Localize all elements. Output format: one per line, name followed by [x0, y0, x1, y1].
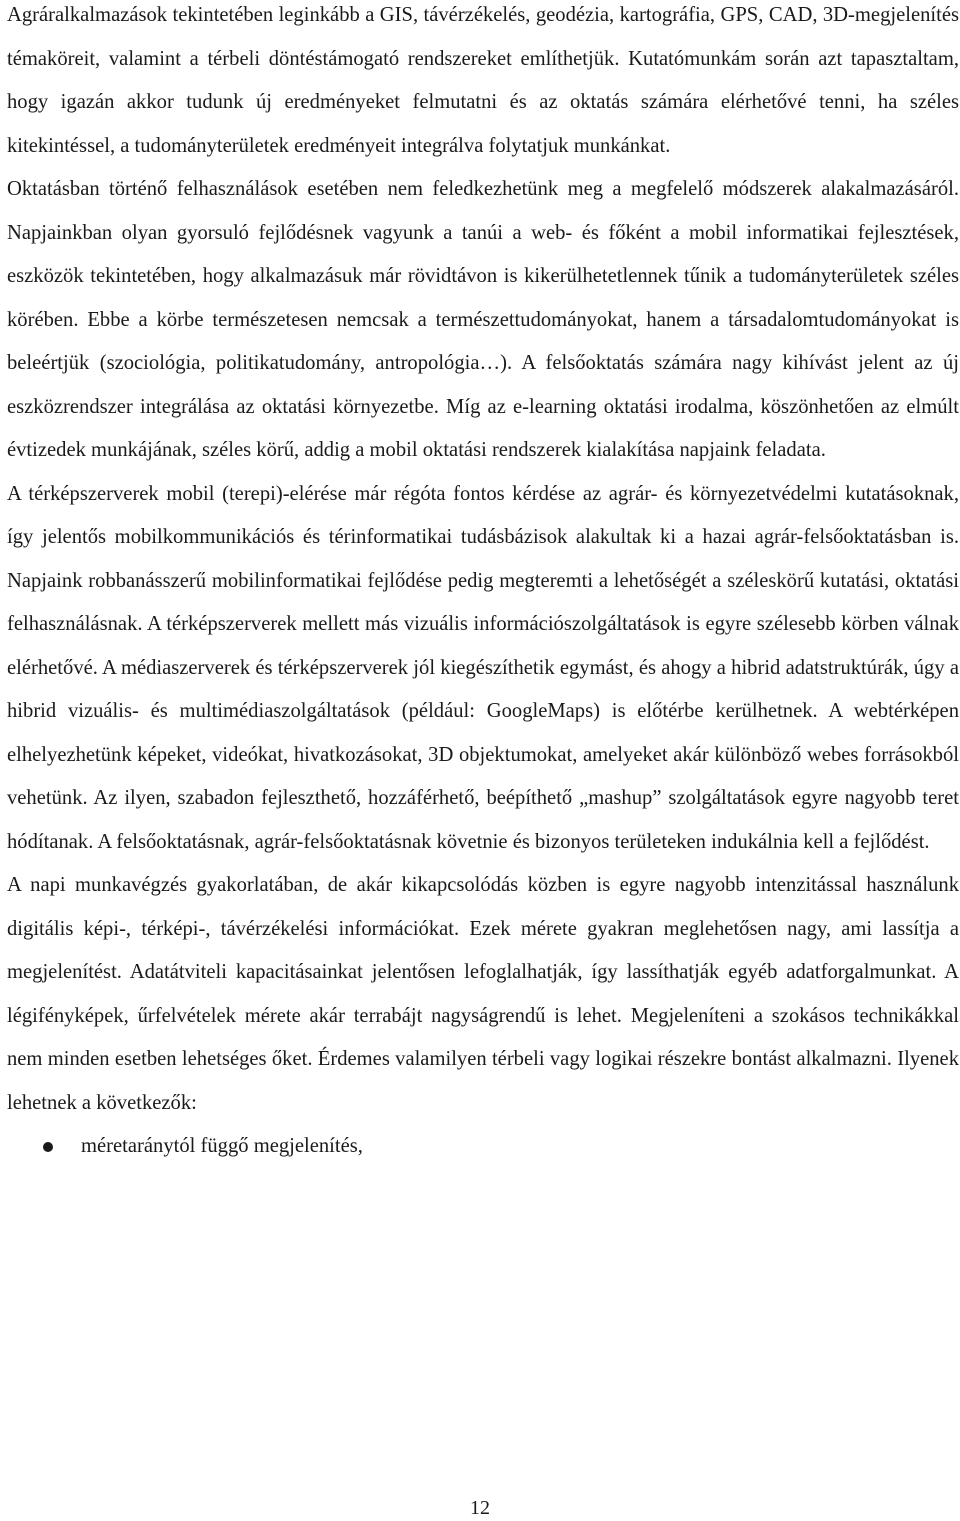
bullet-item: [7, 1125, 959, 1169]
paragraph-2: Oktatásban történő felhasználások esetében nem feledkezhetünk meg a megfelelő módszerek alakalmazásáról. Napjainkban olyan gyorsuló fejlődésnek vagyunk a tanúi a web- és főként a mobil informatikai fejlesztések, eszközök tekintetében, hogy alkalmazásuk már rövidtávon is kikerülhetetlennek tűnik a tudományterületek széles körében. Ebbe a körbe természetesen nemcsak a természettudományokat, hanem a társadalomtudományokat is beleértjük (szociológia, politikatudomány, antropológia…). A felsőoktatás számára nagy kihívást jelent az új eszközrendszer integrálása az oktatási környezetbe. Míg az e-learning oktatási irodalma, köszönhetően az elmúlt évtizedek munkájának, széles körű, addig a mobil oktatási rendszerek kialakítása napjaink feladata.: [7, 178, 959, 461]
bullet-list: [7, 1125, 959, 1169]
document-page: [7, 0, 959, 1169]
bullet-dot-icon: [43, 1142, 53, 1152]
page-number: 12: [470, 1497, 490, 1519]
paragraph-4: A napi munkavégzés gyakorlatában, de akár kikapcsolódás közben is egyre nagyobb intenzitással használunk digitális képi-, térképi-, távérzékelési információkat. Ezek mérete gyakran meglehetősen nagy, ami lassítja a megjelenítést. Adatátviteli kapacitásainkat jelentősen lefoglalhatják, így lassíthatják egyéb adatforgalmunkat. A légifényképek, űrfelvételek mérete akár terrabájt nagyságrendű is lehet. Megjeleníteni a szokásos technikákkal nem minden esetben lehetséges őket. Érdemes valamilyen térbeli vagy logikai részekre bontást alkalmazni. Ilyenek lehetnek a következők:: [7, 874, 959, 1114]
paragraph-3: A térképszerverek mobil (terepi)-elérése már régóta fontos kérdése az agrár- és környezetvédelmi kutatásoknak, így jelentős mobilkommunikációs és térinformatikai tudásbázisok alakultak ki a hazai agrár-felsőoktatásban is. Napjaink robbanásszerű mobilinformatikai fejlődése pedig megteremti a lehetőségét a széleskörű kutatási, oktatási felhasználásnak. A térképszerverek mellett más vizuális információszolgáltatások is egyre szélesebb körben válnak elérhetővé. A médiaszerverek és térképszerverek jól kiegészíthetik egymást, és ahogy a hibrid adatstruktúrák, úgy a hibrid vizuális- és multimédiaszolgáltatások (például: GoogleMaps) is előtérbe kerülhetnek. A webtérképen elhelyezhetünk képeket, videókat, hivatkozásokat, 3D objektumokat, amelyeket akár különböző webes forrásokból vehetünk. Az ilyen, szabadon fejleszthető, hozzáférhető, beépíthető „mashup” szolgáltatások egyre nagyobb teret hódítanak. A felsőoktatásnak, agrár-felsőoktatásnak követnie és bizonyos területeken indukálnia kell a fejlődést.: [7, 482, 959, 853]
bullet-item-text: méretaránytól függő megjelenítés,: [81, 1135, 363, 1157]
paragraph-1: Agráralkalmazások tekintetében leginkább a GIS, távérzékelés, geodézia, kartográfia, GPS, CAD, 3D-megjelenítés témaköreit, valamint a térbeli döntéstámogató rendszereket említhetjük. Kutatómunkám során azt tapasztaltam, hogy igazán akkor tudunk új eredményeket felmutatni és az oktatás számára elérhetővé tenni, ha széles kitekintéssel, a tudományterületek eredményeit integrálva folytatjuk munkánkat.: [7, 4, 959, 157]
